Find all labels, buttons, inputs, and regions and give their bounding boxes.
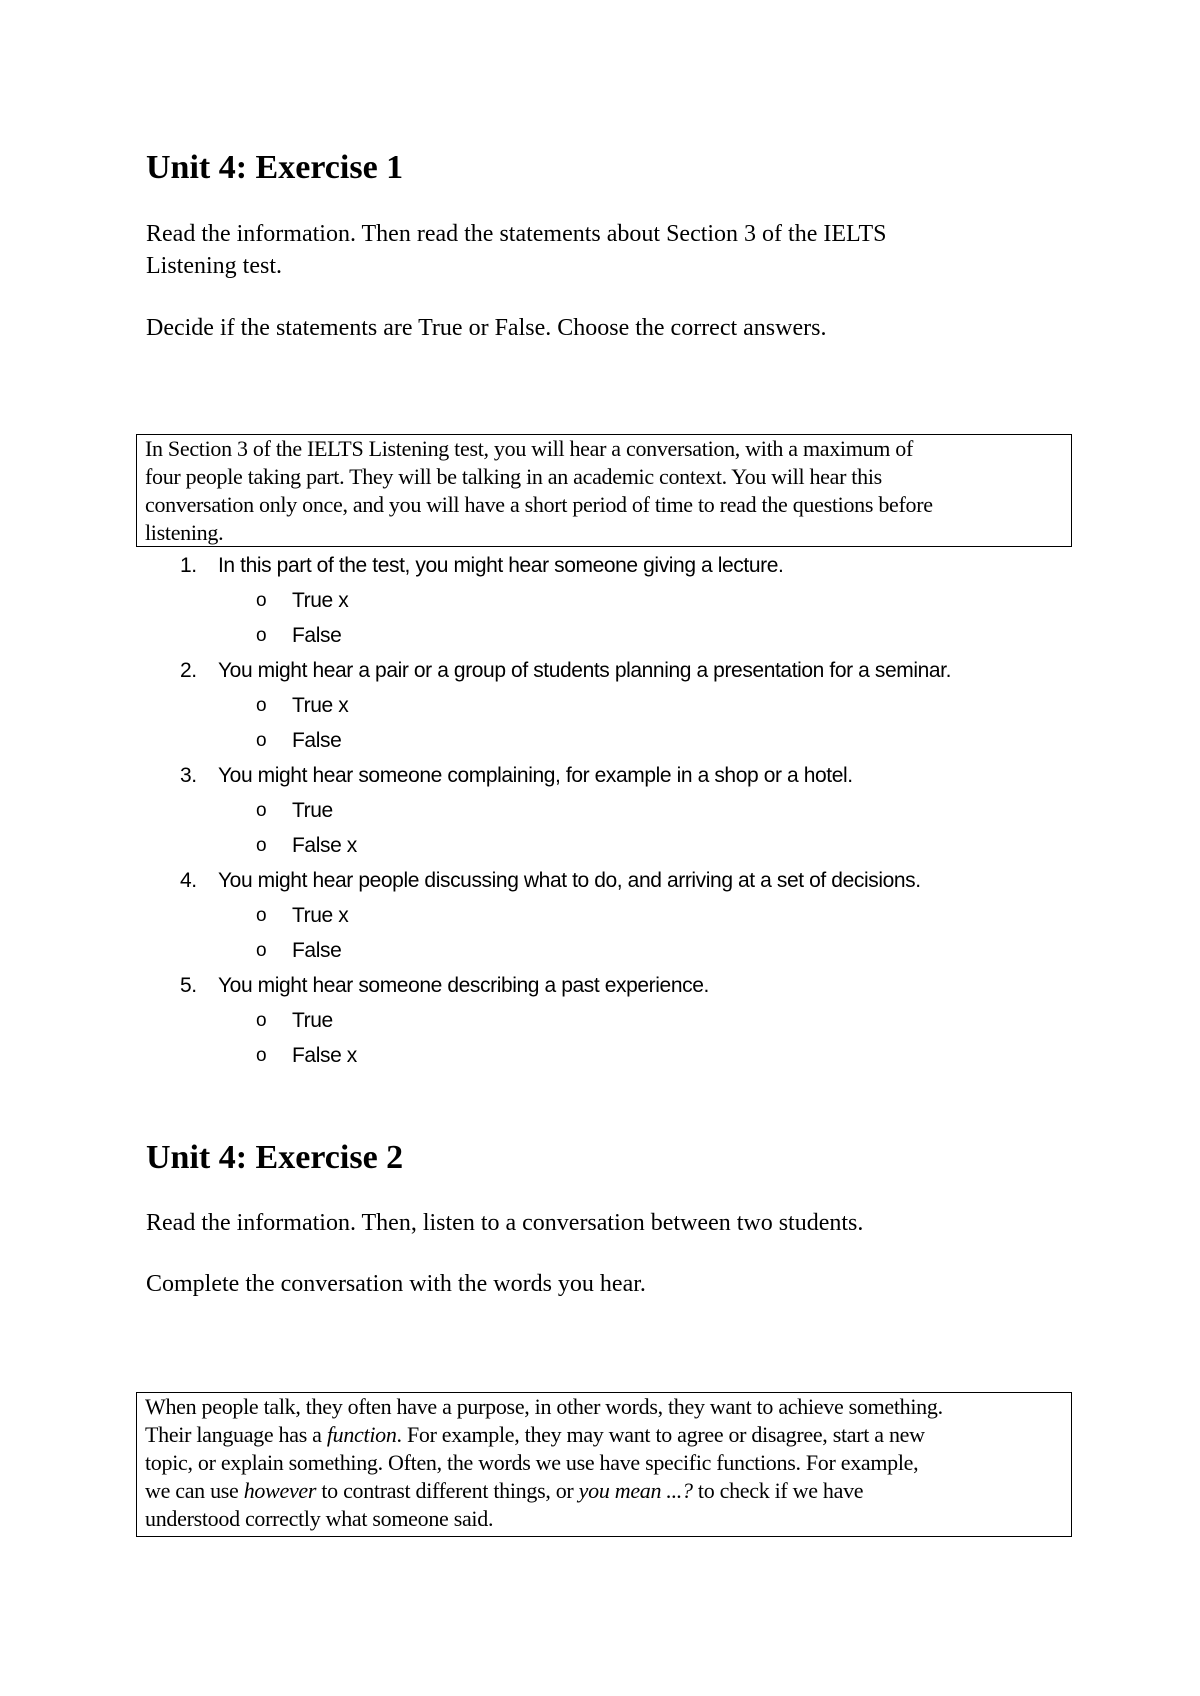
answer-option[interactable]	[0, 793, 1200, 828]
radio-bullet-icon: o	[256, 730, 267, 751]
radio-bullet-icon: o	[256, 905, 267, 926]
question-text: You might hear a pair or a group of students planning a presentation for a seminar.	[218, 659, 952, 682]
info-line: When people talk, they often have a purpose, in other words, they want to achieve something.	[145, 1394, 943, 1419]
option-label: False x	[292, 834, 357, 857]
radio-bullet-icon: o	[256, 800, 267, 821]
info-text: to check if we have	[692, 1478, 864, 1503]
radio-bullet-icon: o	[256, 940, 267, 961]
info-line: understood correctly what someone said.	[145, 1506, 494, 1531]
option-label: True x	[292, 694, 349, 717]
question-item	[0, 548, 1200, 583]
exercise2-info-box	[136, 1392, 1072, 1537]
info-text: we can use	[145, 1478, 244, 1503]
info-line: In Section 3 of the IELTS Listening test, you will hear a conversation, with a maximum of	[145, 436, 913, 461]
question-number: 4.	[180, 869, 197, 892]
info-line: four people taking part. They will be talking in an academic context. You will hear this	[145, 464, 882, 489]
radio-bullet-icon: o	[256, 695, 267, 716]
option-label: False	[292, 624, 342, 647]
info-text: to contrast different things, or	[316, 1478, 579, 1503]
answer-option[interactable]	[0, 688, 1200, 723]
question-text: You might hear someone describing a past experience.	[218, 974, 709, 997]
answer-option[interactable]	[0, 933, 1200, 968]
radio-bullet-icon: o	[256, 625, 267, 646]
answer-option[interactable]	[0, 1038, 1200, 1073]
option-label: True x	[292, 904, 349, 927]
question-item	[0, 863, 1200, 898]
question-number: 5.	[180, 974, 197, 997]
info-emphasis: however	[243, 1478, 317, 1503]
exercise1-instruction: Decide if the statements are True or False. Choose the correct answers.	[146, 315, 827, 341]
question-text: You might hear people discussing what to do, and arriving at a set of decisions.	[218, 869, 921, 892]
option-label: True	[292, 1009, 333, 1032]
question-list	[0, 548, 1200, 1073]
option-label: True	[292, 799, 333, 822]
option-label: False	[292, 939, 342, 962]
question-number: 1.	[180, 554, 197, 577]
answer-option[interactable]	[0, 1003, 1200, 1038]
answer-option[interactable]	[0, 618, 1200, 653]
exercise1-intro-line1: Read the information. Then read the statements about Section 3 of the IELTS	[146, 221, 887, 247]
exercise1-info-box	[136, 434, 1072, 547]
question-item	[0, 758, 1200, 793]
question-item	[0, 968, 1200, 1003]
radio-bullet-icon: o	[256, 590, 267, 611]
radio-bullet-icon: o	[256, 1045, 267, 1066]
answer-option[interactable]	[0, 723, 1200, 758]
option-label: True x	[292, 589, 349, 612]
info-line: topic, or explain something. Often, the words we use have specific functions. For example,	[145, 1450, 919, 1475]
question-item	[0, 653, 1200, 688]
answer-option[interactable]	[0, 583, 1200, 618]
info-line	[145, 1477, 1063, 1505]
question-text: In this part of the test, you might hear someone giving a lecture.	[218, 554, 784, 577]
info-line	[145, 1421, 1063, 1449]
exercise2-instruction: Complete the conversation with the words you hear.	[146, 1271, 646, 1297]
radio-bullet-icon: o	[256, 1010, 267, 1031]
radio-bullet-icon: o	[256, 835, 267, 856]
question-text: You might hear someone complaining, for example in a shop or a hotel.	[218, 764, 853, 787]
question-number: 2.	[180, 659, 197, 682]
question-number: 3.	[180, 764, 197, 787]
exercise2-intro: Read the information. Then, listen to a conversation between two students.	[146, 1210, 864, 1236]
exercise1-intro-line2: Listening test.	[146, 253, 282, 279]
info-text: . For example, they may want to agree or disagree, start a new	[396, 1422, 925, 1447]
exercise2-heading: Unit 4: Exercise 2	[146, 1139, 404, 1176]
answer-option[interactable]	[0, 828, 1200, 863]
info-emphasis: you mean ...?	[578, 1478, 693, 1503]
info-line: conversation only once, and you will have a short period of time to read the questions before	[145, 492, 933, 517]
info-line: listening.	[145, 520, 224, 545]
option-label: False	[292, 729, 342, 752]
info-text: Their language has a	[145, 1422, 327, 1447]
exercise1-heading: Unit 4: Exercise 1	[146, 149, 404, 186]
answer-option[interactable]	[0, 898, 1200, 933]
info-emphasis: function	[326, 1422, 397, 1447]
option-label: False x	[292, 1044, 357, 1067]
